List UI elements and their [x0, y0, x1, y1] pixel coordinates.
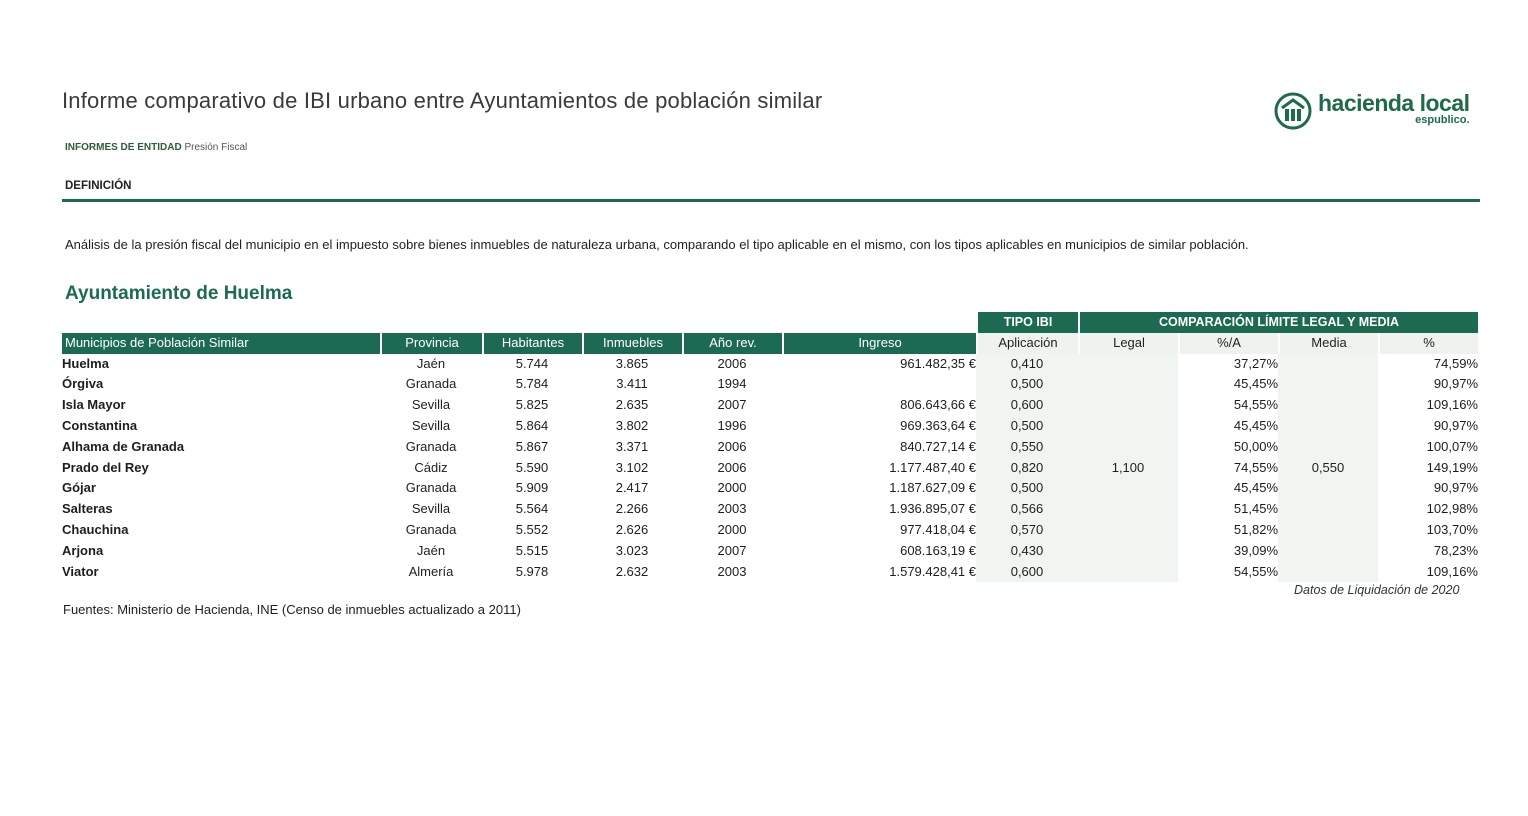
cell-ingreso: 608.163,19 € [900, 542, 976, 558]
cell-legal [1078, 562, 1178, 583]
table-row [62, 499, 1478, 520]
cell-habitantes: 5.552 [515, 521, 549, 537]
cell-legal: 1,100 [1078, 458, 1178, 479]
document-title: Informe comparativo de IBI urbano entre Ayuntamientos de población similar [62, 88, 823, 113]
cell-municipio: Alhama de Granada [62, 438, 185, 454]
logo-name: hacienda local [1318, 90, 1470, 116]
cell-habitantes: 5.867 [515, 438, 549, 454]
cell-legal [1078, 416, 1178, 437]
cell-aplicacion: 0,600 [976, 395, 1078, 416]
cell-pct-a: 51,45% [1233, 501, 1278, 517]
cell-pct: 103,70% [1426, 521, 1478, 537]
cell-ano: 1996 [717, 417, 747, 433]
cell-provincia: Granada [405, 521, 457, 537]
cell-pct-a: 37,27% [1233, 355, 1278, 371]
cell-municipio: Salteras [62, 501, 113, 517]
cell-media [1278, 395, 1378, 416]
col-header-aplicacion: Aplicación [976, 333, 1078, 354]
cell-ano: 2000 [717, 521, 747, 537]
col-header-pct: % [1378, 333, 1478, 354]
cell-habitantes: 5.784 [515, 376, 549, 392]
sources-footnote: Fuentes: Ministerio de Hacienda, INE (Censo de inmuebles actualizado a 2011) [63, 602, 521, 617]
cell-aplicacion: 0,550 [976, 437, 1078, 458]
cell-aplicacion: 0,500 [976, 416, 1078, 437]
cell-pct-a: 54,55% [1233, 563, 1278, 579]
cell-pct: 100,07% [1426, 438, 1478, 454]
subsection-name: Presión Fiscal [184, 142, 248, 153]
cell-legal [1078, 541, 1178, 562]
col-header-municipio: Municipios de Población Similar [62, 333, 380, 354]
cell-pct-a: 54,55% [1233, 397, 1278, 413]
cell-inmuebles: 2.632 [615, 563, 649, 579]
cell-aplicacion: 0,566 [976, 499, 1078, 520]
cell-ingreso: 969.363,64 € [900, 417, 976, 433]
cell-municipio: Prado del Rey [62, 459, 149, 475]
cell-legal [1078, 395, 1178, 416]
section-breadcrumb [65, 142, 247, 153]
table-row [62, 437, 1478, 458]
cell-habitantes: 5.590 [515, 459, 549, 475]
cell-municipio: Gójar [62, 480, 96, 496]
cell-aplicacion: 0,570 [976, 520, 1078, 541]
cell-provincia: Granada [405, 376, 457, 392]
cell-media [1278, 499, 1378, 520]
column-header-row [62, 333, 1478, 354]
cell-pct-a: 74,55% [1233, 459, 1278, 475]
section-name: INFORMES DE ENTIDAD [65, 142, 182, 153]
cell-aplicacion: 0,600 [976, 562, 1078, 583]
cell-inmuebles: 3.102 [615, 459, 649, 475]
cell-inmuebles: 2.635 [615, 397, 649, 413]
cell-pct: 90,97% [1433, 417, 1478, 433]
cell-habitantes: 5.825 [515, 397, 549, 413]
col-header-provincia: Provincia [380, 333, 482, 354]
cell-inmuebles: 2.417 [615, 480, 649, 496]
definition-divider [62, 199, 1480, 202]
cell-ano: 2003 [717, 563, 747, 579]
cell-legal [1078, 437, 1178, 458]
cell-aplicacion: 0,820 [976, 458, 1078, 479]
cell-pct-a: 45,45% [1233, 480, 1278, 496]
cell-ingreso: 961.482,35 € [900, 355, 976, 371]
table-row [62, 395, 1478, 416]
cell-aplicacion: 0,500 [976, 478, 1078, 499]
cell-ano: 2000 [717, 480, 747, 496]
group-header-comparacion: COMPARACIÓN LÍMITE LEGAL Y MEDIA [1078, 312, 1478, 333]
cell-legal [1078, 374, 1178, 395]
cell-ano: 2007 [717, 397, 747, 413]
cell-inmuebles: 3.865 [615, 355, 649, 371]
cell-inmuebles: 3.371 [615, 438, 649, 454]
cell-provincia: Sevilla [411, 417, 451, 433]
cell-aplicacion: 0,430 [976, 541, 1078, 562]
cell-municipio: Huelma [62, 355, 109, 371]
cell-municipio: Órgiva [62, 376, 104, 392]
cell-ano: 2007 [717, 542, 747, 558]
logo-sub: espublico. [1415, 114, 1470, 126]
comparison-table [62, 312, 1478, 582]
cell-ingreso: 806.643,66 € [900, 397, 976, 413]
hacienda-local-logo [1274, 92, 1470, 130]
cell-media: 0,550 [1278, 458, 1378, 479]
col-header-ingreso: Ingreso [782, 333, 976, 354]
cell-media [1278, 416, 1378, 437]
cell-habitantes: 5.978 [515, 563, 549, 579]
entity-title: Ayuntamiento de Huelma [65, 283, 293, 304]
cell-municipio: Constantina [62, 417, 138, 433]
cell-pct: 109,16% [1426, 563, 1478, 579]
cell-media [1278, 437, 1378, 458]
col-header-media: Media [1278, 333, 1378, 354]
table-row [62, 354, 1478, 375]
definition-text: Análisis de la presión fiscal del municipio en el impuesto sobre bienes inmuebles de naturaleza urbana, comparando el tipo aplicable en el mismo, con los tipos aplicables en municipios de similar población. [65, 237, 1249, 252]
cell-legal [1078, 478, 1178, 499]
cell-legal [1078, 520, 1178, 541]
col-header-pct-a: %/A [1178, 333, 1278, 354]
cell-ano: 2006 [717, 438, 747, 454]
cell-pct-a: 50,00% [1233, 438, 1278, 454]
cell-media [1278, 562, 1378, 583]
cell-media [1278, 520, 1378, 541]
cell-provincia: Almería [408, 563, 454, 579]
cell-pct-a: 39,09% [1233, 542, 1278, 558]
cell-pct: 90,97% [1433, 480, 1478, 496]
data-source-note: Datos de Liquidación de 2020 [1294, 583, 1460, 597]
cell-provincia: Granada [405, 438, 457, 454]
cell-provincia: Jaén [416, 355, 446, 371]
cell-municipio: Viator [62, 563, 99, 579]
hacienda-local-logo-icon [1274, 92, 1312, 130]
cell-ano: 2006 [717, 459, 747, 475]
cell-media [1278, 541, 1378, 562]
cell-ano: 2003 [717, 501, 747, 517]
cell-pct: 90,97% [1433, 376, 1478, 392]
table-row [62, 374, 1478, 395]
cell-ingreso: 1.936.895,07 € [889, 501, 976, 517]
cell-habitantes: 5.515 [515, 542, 549, 558]
cell-municipio: Chauchina [62, 521, 129, 537]
cell-media [1278, 354, 1378, 375]
table-row [62, 562, 1478, 583]
group-header-tipo-ibi: TIPO IBI [976, 312, 1078, 333]
cell-municipio: Isla Mayor [62, 397, 126, 413]
cell-ano: 2006 [717, 355, 747, 371]
cell-ingreso: 977.418,04 € [900, 521, 976, 537]
cell-aplicacion: 0,410 [976, 354, 1078, 375]
group-header-row [62, 312, 1478, 333]
cell-provincia: Sevilla [411, 397, 451, 413]
cell-habitantes: 5.564 [515, 501, 549, 517]
cell-inmuebles: 2.266 [615, 501, 649, 517]
cell-ingreso: 1.579.428,41 € [889, 563, 976, 579]
table-row [62, 520, 1478, 541]
cell-provincia: Jaén [416, 542, 446, 558]
cell-habitantes: 5.864 [515, 417, 549, 433]
cell-inmuebles: 3.802 [615, 417, 649, 433]
cell-ingreso [782, 374, 976, 395]
cell-legal [1078, 354, 1178, 375]
cell-inmuebles: 3.411 [616, 376, 648, 392]
cell-pct-a: 51,82% [1233, 521, 1278, 537]
cell-provincia: Sevilla [411, 501, 451, 517]
cell-pct: 78,23% [1433, 542, 1478, 558]
cell-habitantes: 5.744 [515, 355, 549, 371]
cell-pct: 74,59% [1433, 355, 1478, 371]
cell-media [1278, 478, 1378, 499]
col-header-inmuebles: Inmuebles [582, 333, 682, 354]
cell-ingreso: 840.727,14 € [900, 438, 976, 454]
cell-pct-a: 45,45% [1233, 417, 1278, 433]
cell-provincia: Cádiz [414, 459, 448, 475]
cell-ingreso: 1.187.627,09 € [889, 480, 976, 496]
cell-aplicacion: 0,500 [976, 374, 1078, 395]
table-row [62, 458, 1478, 479]
cell-provincia: Granada [405, 480, 457, 496]
col-header-habitantes: Habitantes [482, 333, 582, 354]
cell-municipio: Arjona [62, 542, 104, 558]
table-row [62, 416, 1478, 437]
cell-legal [1078, 499, 1178, 520]
cell-pct: 102,98% [1426, 501, 1478, 517]
cell-ano: 1994 [717, 376, 747, 392]
table-row [62, 541, 1478, 562]
cell-inmuebles: 2.626 [615, 521, 649, 537]
table-row [62, 478, 1478, 499]
cell-ingreso: 1.177.487,40 € [889, 459, 976, 475]
cell-media [1278, 374, 1378, 395]
col-header-ano: Año rev. [682, 333, 782, 354]
cell-inmuebles: 3.023 [615, 542, 649, 558]
cell-habitantes: 5.909 [515, 480, 549, 496]
col-header-legal: Legal [1078, 333, 1178, 354]
definition-heading: DEFINICIÓN [65, 180, 132, 192]
cell-pct: 149,19% [1426, 459, 1478, 475]
cell-pct: 109,16% [1426, 397, 1478, 413]
cell-pct-a: 45,45% [1233, 376, 1278, 392]
